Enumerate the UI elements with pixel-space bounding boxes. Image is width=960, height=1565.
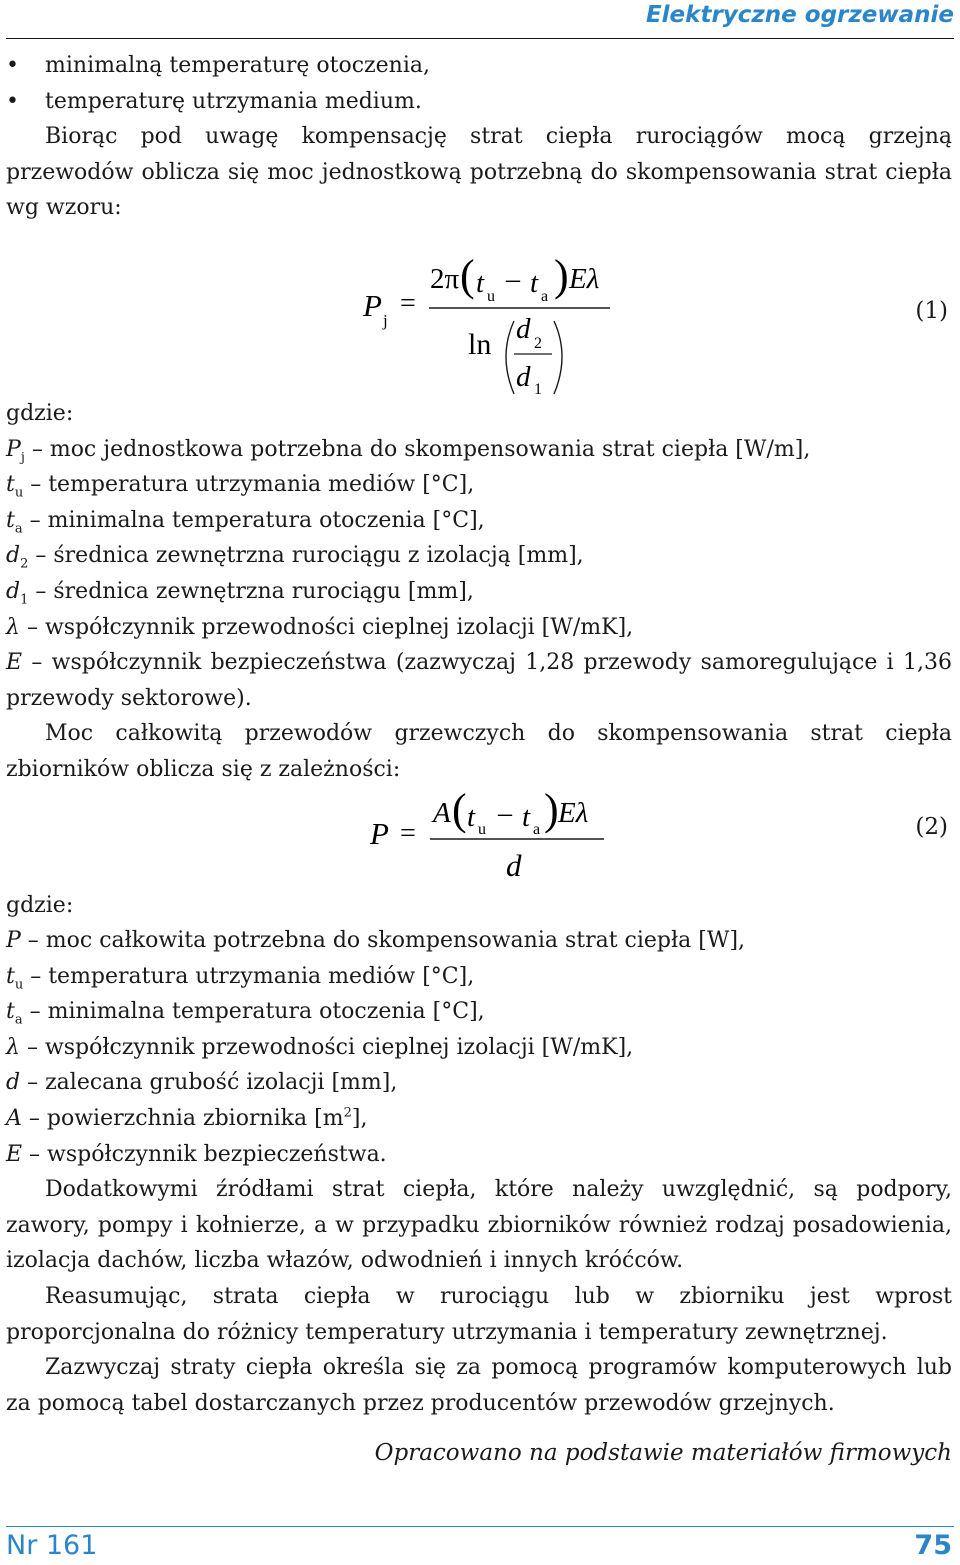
formula-minus: – (498, 797, 512, 829)
definition-row: $t_a$ – minimalna temperatura otoczenia [°C], (6, 999, 485, 1028)
formula-A: A (433, 796, 451, 829)
formula-1 (6, 226, 952, 396)
paragraph: Moc całkowitą przewodów grzewczych do skompensowania strat ciepła zbiorników oblicza się z zależności: (6, 721, 952, 782)
definitions-1 (6, 432, 952, 717)
formula-paren: ( (452, 787, 467, 834)
formula-paren: ) (554, 250, 569, 300)
formula-d2-sub: 2 (534, 334, 542, 352)
formula-paren (506, 321, 514, 394)
formula-t1: t (467, 800, 476, 833)
definition-row: $t_u$ – temperatura utrzymania mediów [°C], (6, 963, 475, 993)
where-label: gdzie: (6, 400, 74, 426)
formula-d1: d (516, 360, 531, 393)
formula-d2: d (516, 312, 531, 345)
issue-number: Nr 161 (6, 1530, 98, 1561)
definition-row: $P_j$ – moc jednostkowa potrzebna do skompensowania strat ciepła [W/m], (6, 436, 811, 465)
definitions-2 (6, 923, 952, 1172)
formula-eq: = (400, 287, 416, 319)
formula-ln: ln (468, 327, 492, 361)
formula-2 (6, 788, 952, 888)
bullet-icon: • (6, 88, 19, 114)
definition-row: P – moc całkowita potrzebna do skompensowania strat ciepła [W], (6, 928, 746, 954)
formula-t1-sub: u (487, 287, 495, 305)
formula-elambda: Eλ (569, 262, 600, 295)
article-body (6, 48, 952, 1421)
formula-t1: t (476, 266, 485, 299)
formula-1-graphic (6, 226, 952, 396)
formula-lhs: P (363, 287, 382, 323)
formula-2pi: 2π (430, 262, 460, 295)
definition-row: $t_a$ – minimalna temperatura otoczenia [°C], (6, 507, 485, 537)
footer-divider (6, 1526, 954, 1527)
bullet-item: • temperaturę utrzymania medium. (6, 84, 952, 120)
definition-row: $d_2$ – średnica zewnętrzna rurociągu z izolacją [mm], (6, 543, 584, 572)
paragraph: Reasumując, strata ciepła w rurociągu lub w zbiorniku jest wprost proporcjonalna do różnicy temperatury utrzymania i temperatury zewnętrznej. (6, 1284, 952, 1345)
formula-number: (1) (915, 297, 948, 324)
where-label: gdzie: (6, 892, 74, 918)
formula-lhs-sub: j (383, 310, 388, 330)
source-note: Opracowano na podstawie materiałów firmowych (374, 1440, 952, 1466)
definition-row: λ – współczynnik przewodności cieplnej izolacji [W/mK], (6, 614, 634, 640)
header-divider (6, 38, 954, 39)
formula-elambda: Eλ (558, 796, 589, 829)
formula-eq: = (400, 817, 416, 849)
definition-row: $d_1$ – średnica zewnętrzna rurociągu [mm], (6, 578, 474, 608)
formula-t2: t (530, 266, 539, 299)
formula-t2: t (522, 800, 531, 833)
formula-paren (554, 321, 562, 394)
definition-row: d – zalecana grubość izolacji [mm], (6, 1070, 398, 1096)
definition-row: E – współczynnik bezpieczeństwa (zazwyczaj 1,28 przewody samoregulujące i 1,36 przewody sektorowe). (6, 650, 952, 711)
definition-row: $t_u$ – temperatura utrzymania mediów [°C], (6, 472, 475, 501)
paragraph: Dodatkowymi źródłami strat ciepła, które należy uwzględnić, są podpory, zawory, pompy i kołnierze, a w przypadku zbiorników również rodzaj posadowienia, izolacja dachów, liczba włazów, odwodnień i innych króćców. (6, 1177, 952, 1274)
formula-lhs: P (370, 815, 389, 851)
page-number: 75 (914, 1530, 952, 1561)
formula-number: (2) (915, 813, 948, 840)
formula-t2-sub: a (533, 820, 541, 838)
formula-2-graphic (6, 788, 952, 888)
formula-paren: ) (544, 787, 559, 834)
definition-row: λ – współczynnik przewodności cieplnej izolacji [W/mK], (6, 1034, 634, 1060)
paragraph: Biorąc pod uwagę kompensację strat ciepła rurociągów mocą grzejną przewodów oblicza się moc jednostkową potrzebną do skompensowania strat ciepła wg wzoru: (6, 124, 952, 221)
definition-row: A – powierzchnia zbiornika $[m^2]$, (6, 1105, 368, 1132)
formula-minus: – (506, 263, 520, 295)
formula-den: d (506, 847, 522, 883)
bullet-icon: • (6, 53, 19, 78)
formula-t2-sub: a (541, 287, 549, 305)
page-header (0, 0, 960, 40)
formula-t1-sub: u (478, 820, 486, 838)
definition-row: E – współczynnik bezpieczeństwa. (6, 1141, 387, 1167)
formula-d1-sub: 1 (534, 380, 542, 396)
formula-paren: ( (460, 250, 475, 300)
section-title: Elektryczne ogrzewanie (645, 2, 954, 28)
bullet-item: • minimalną temperaturę otoczenia, (6, 48, 952, 84)
paragraph: Zazwyczaj straty ciepła określa się za pomocą programów komputerowych lub za pomocą tabel dostarczanych przez producentów przewodów grzejnych. (6, 1355, 952, 1416)
